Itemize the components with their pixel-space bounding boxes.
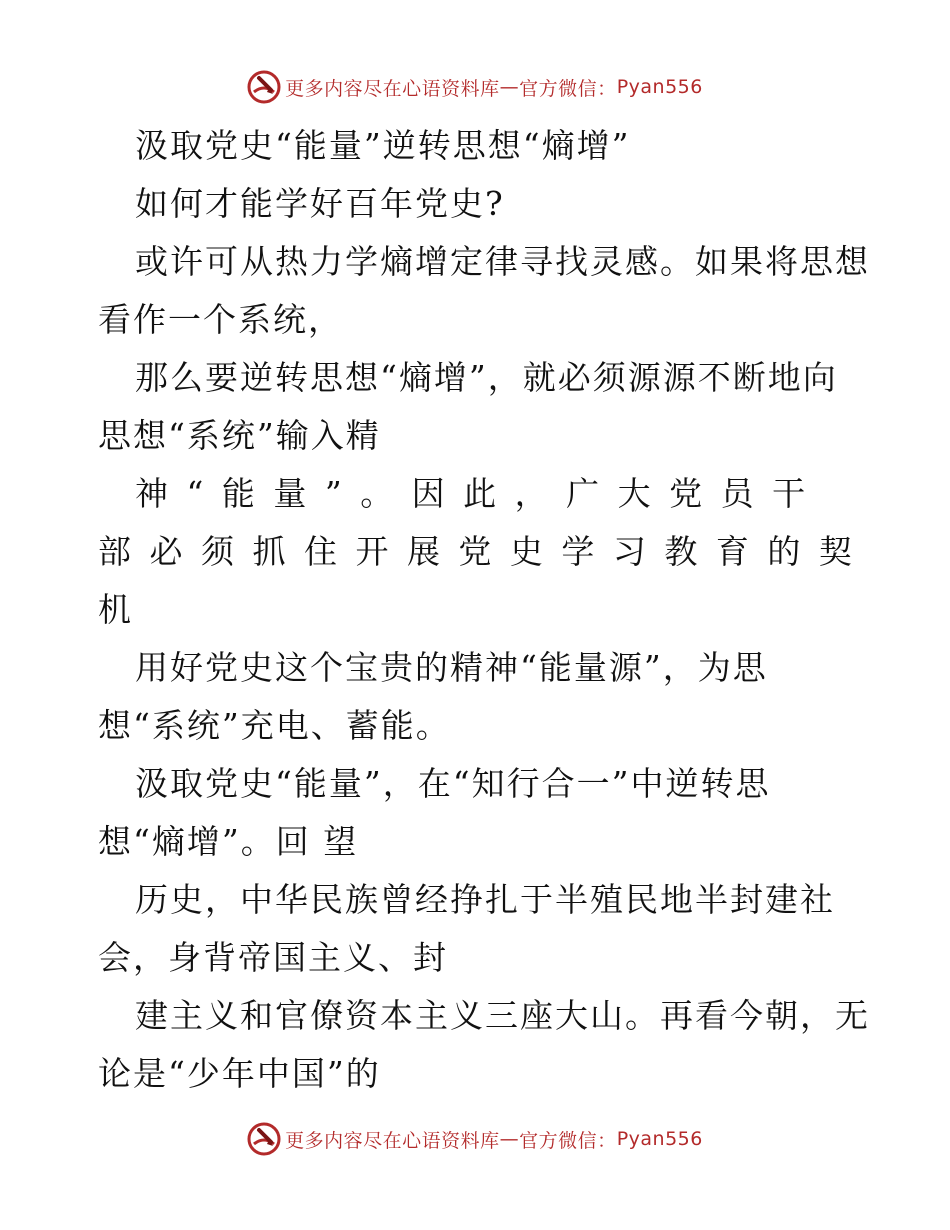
paragraph-line: 如何才能学好百年党史? xyxy=(135,184,505,223)
footer-wechat-label: 官方微信： xyxy=(519,1129,617,1152)
paragraph-line: 建主义和官僚资本主义三座大山。再看今朝，无 xyxy=(135,996,870,1035)
paragraph-line: 看作一个系统， xyxy=(98,300,343,339)
paragraph-line: 会，身背帝国主义、封 xyxy=(98,938,448,977)
book-pen-logo-icon xyxy=(247,70,281,104)
paragraph-line: 历史，中华民族曾经挣扎于半殖民地半封建社 xyxy=(135,880,835,919)
book-pen-logo-icon xyxy=(247,1122,281,1156)
footer-site-text: 更多内容尽在心语资料库 xyxy=(285,1129,500,1152)
paragraph-line: 汲取党史“能量”，在“知行合一”中逆转思 xyxy=(135,764,771,803)
paragraph-line: 论是“少年中国”的 xyxy=(98,1054,381,1093)
title-line: 汲取党史“能量”逆转思想“熵增” xyxy=(135,126,631,165)
footer-separator: — xyxy=(499,1128,520,1150)
header-wechat-label: 官方微信： xyxy=(519,77,617,100)
paragraph-line: 用好党史这个宝贵的精神“能量源”，为思 xyxy=(135,648,768,687)
paragraph-line: 或许可从热力学熵增定律寻找灵感。如果将思想 xyxy=(135,242,870,281)
footer-wechat-id: Pyan556 xyxy=(616,1128,703,1150)
paragraph-line: 神 “ 能 量 ” 。 因 此 ， 广 大 党 员 干 xyxy=(135,474,810,513)
paragraph-line: 那么要逆转思想“熵增”，就必须源源不断地向 xyxy=(135,358,838,397)
paragraph-line: 机 xyxy=(98,590,133,629)
footer-banner xyxy=(0,1122,950,1156)
paragraph-line: 想“系统”充电、蓄能。 xyxy=(98,706,451,745)
header-site-text: 更多内容尽在心语资料库 xyxy=(285,77,500,100)
paragraph-line: 思想“系统”输入精 xyxy=(98,416,381,455)
paragraph-line: 部 必 须 抓 住 开 展 党 史 学 习 教 育 的 契 xyxy=(98,532,856,571)
paragraph-line: 想“熵增”。回 望 xyxy=(98,822,359,861)
header-separator: — xyxy=(499,76,520,98)
header-wechat-id: Pyan556 xyxy=(616,76,703,98)
header-banner xyxy=(0,70,950,104)
